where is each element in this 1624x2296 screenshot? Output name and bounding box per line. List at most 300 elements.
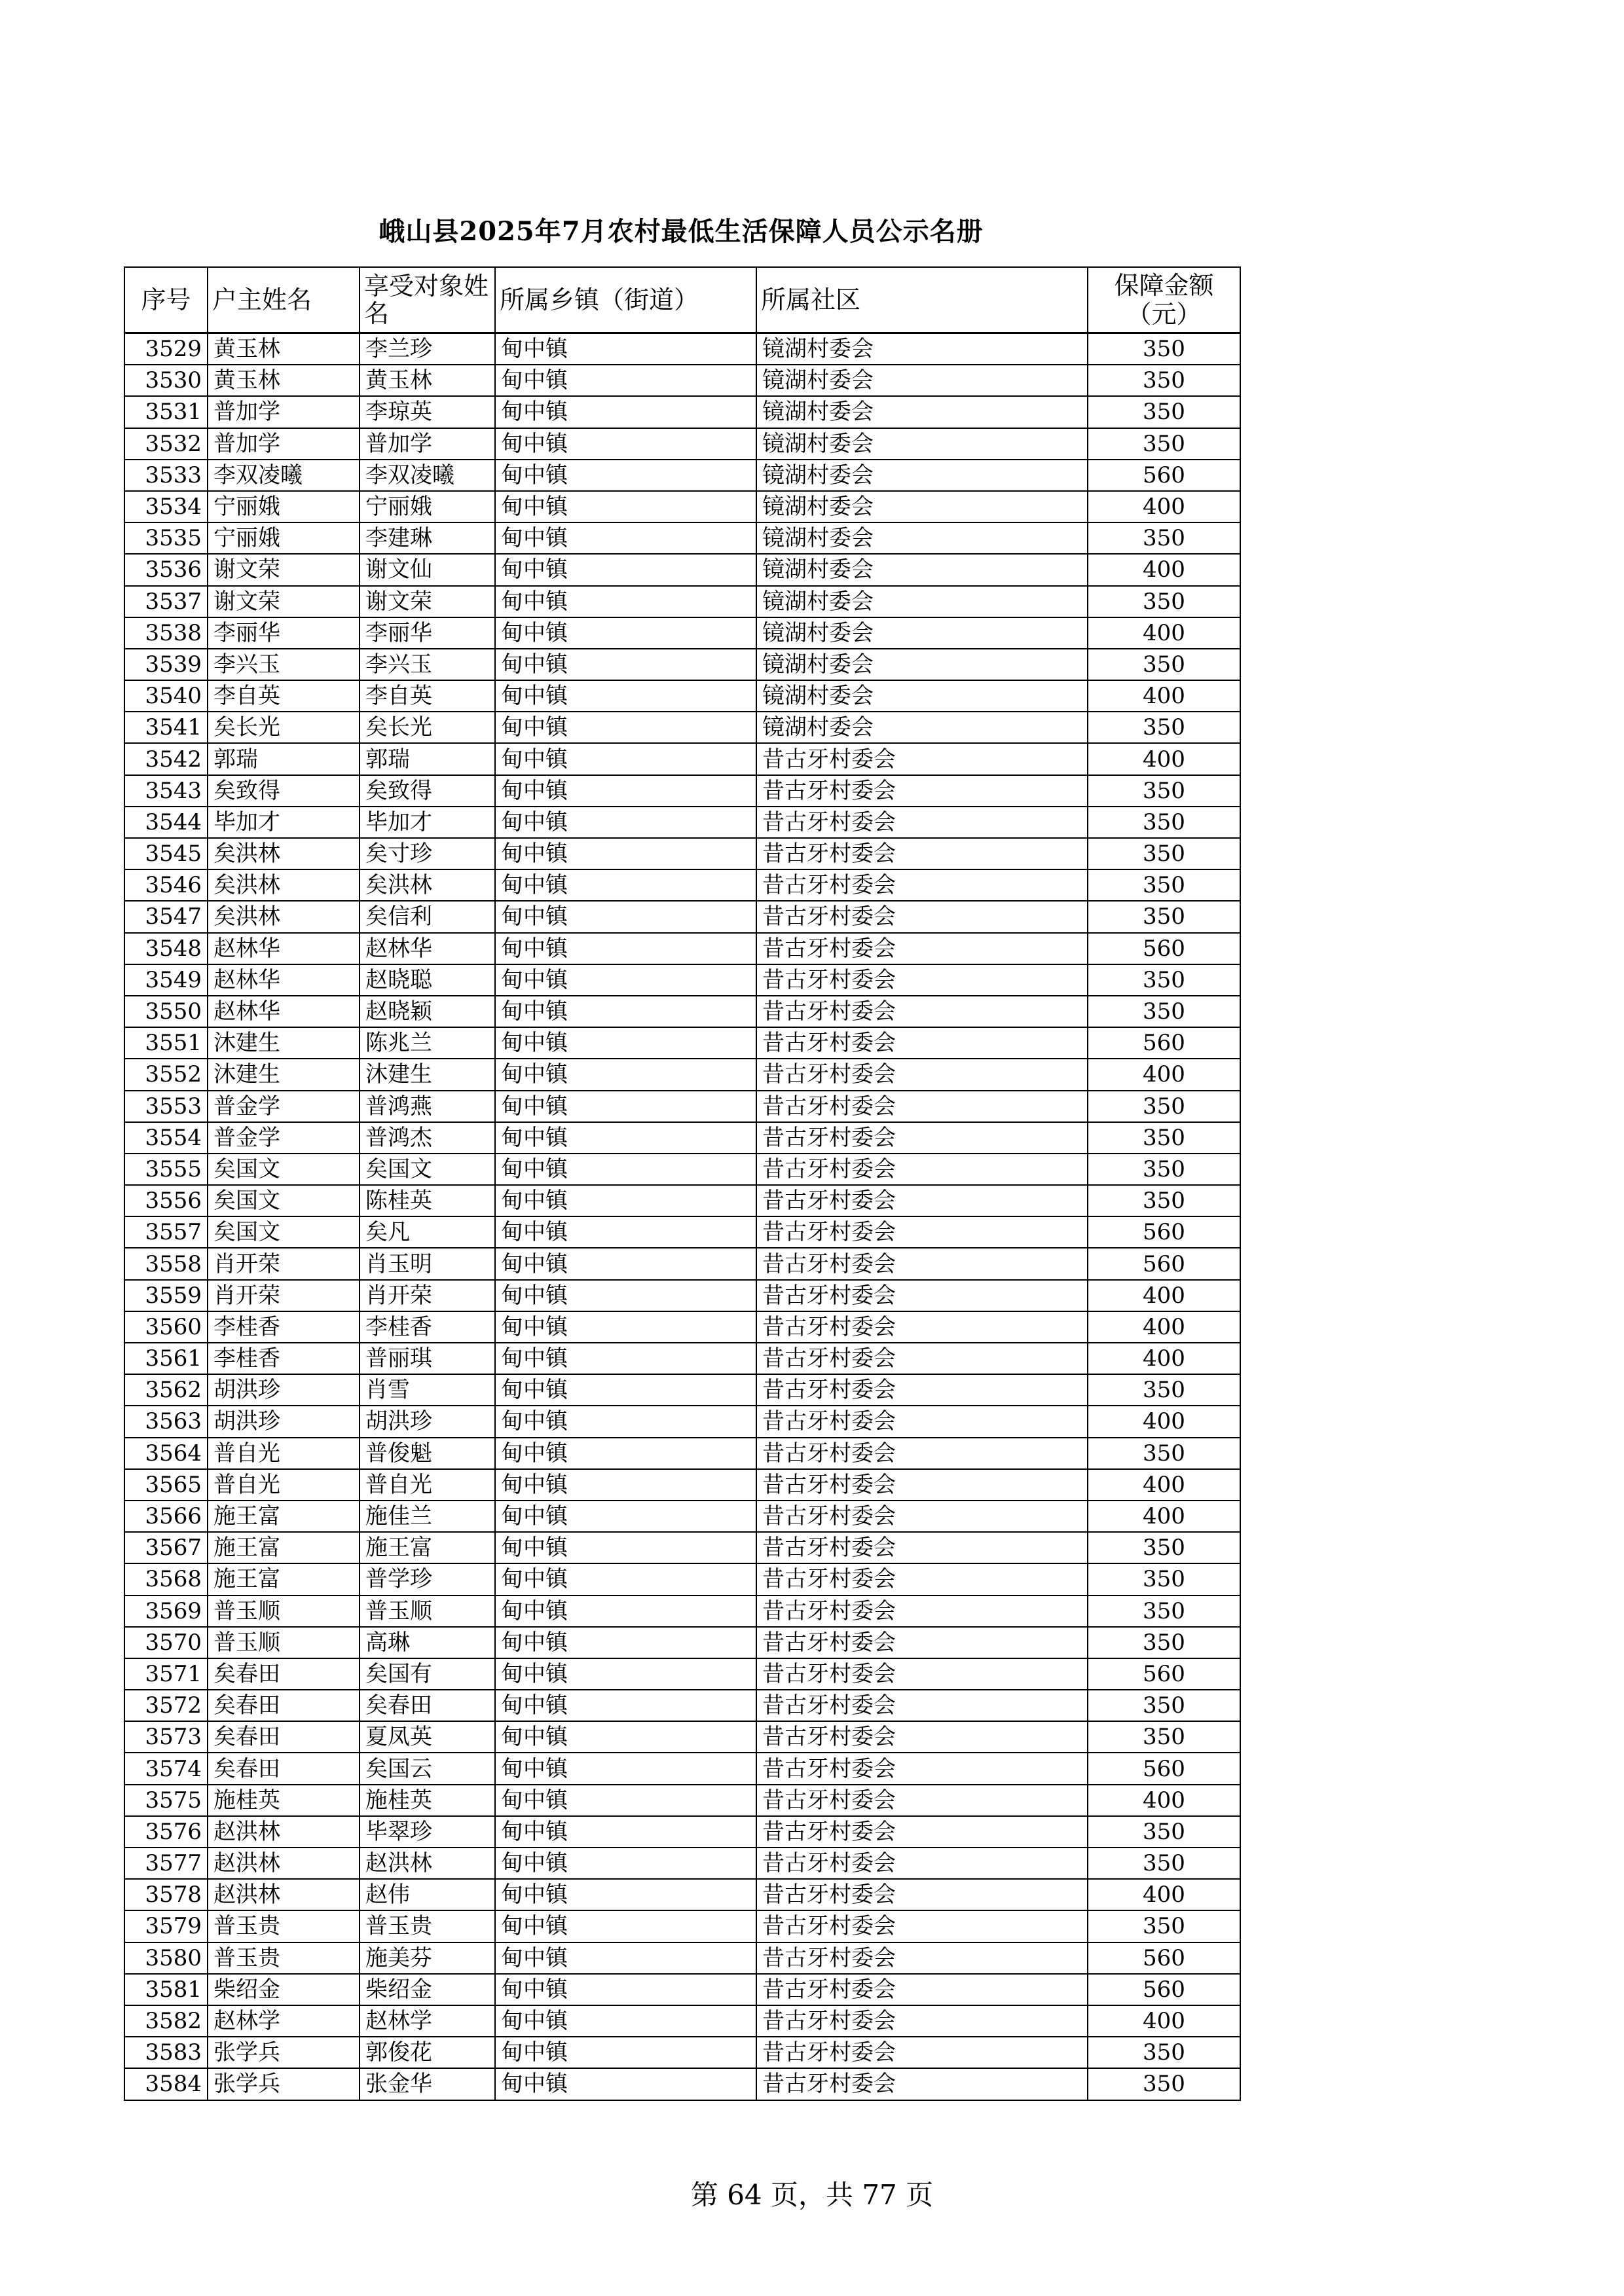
cell-town: 甸中镇	[495, 649, 756, 680]
cell-beneficiary: 普加学	[360, 428, 495, 460]
table-row	[124, 1816, 1240, 1848]
cell-no: 3554	[124, 1122, 208, 1154]
header-town: 所属乡镇（街道）	[495, 267, 756, 333]
table-row	[124, 933, 1240, 964]
table-row	[124, 1438, 1240, 1469]
cell-town: 甸中镇	[495, 1879, 756, 1910]
cell-no: 3550	[124, 996, 208, 1027]
cell-community: 昔古牙村委会	[756, 1690, 1088, 1721]
cell-household-head: 普自光	[208, 1469, 360, 1501]
cell-no: 3565	[124, 1469, 208, 1501]
cell-community: 昔古牙村委会	[756, 1027, 1088, 1059]
cell-amount: 350	[1088, 1816, 1240, 1848]
cell-community: 昔古牙村委会	[756, 1595, 1088, 1627]
cell-community: 昔古牙村委会	[756, 1501, 1088, 1532]
cell-household-head: 普玉贵	[208, 1942, 360, 1974]
cell-beneficiary: 胡洪珍	[360, 1406, 495, 1437]
cell-no: 3557	[124, 1216, 208, 1248]
table-row	[124, 554, 1240, 585]
cell-household-head: 施王富	[208, 1501, 360, 1532]
cell-town: 甸中镇	[495, 586, 756, 617]
cell-no: 3571	[124, 1658, 208, 1690]
cell-beneficiary: 高琳	[360, 1627, 495, 1658]
cell-no: 3540	[124, 680, 208, 712]
cell-household-head: 矣洪林	[208, 838, 360, 869]
table-row	[124, 1406, 1240, 1437]
cell-community: 镜湖村委会	[756, 680, 1088, 712]
table-row	[124, 460, 1240, 491]
cell-town: 甸中镇	[495, 491, 756, 522]
cell-community: 昔古牙村委会	[756, 1216, 1088, 1248]
cell-beneficiary: 陈兆兰	[360, 1027, 495, 1059]
cell-community: 昔古牙村委会	[756, 1374, 1088, 1406]
cell-town: 甸中镇	[495, 1469, 756, 1501]
cell-beneficiary: 矣信利	[360, 901, 495, 932]
cell-no: 3579	[124, 1910, 208, 1942]
cell-no: 3560	[124, 1311, 208, 1343]
cell-community: 昔古牙村委会	[756, 1532, 1088, 1563]
cell-household-head: 黄玉林	[208, 333, 360, 365]
cell-amount: 350	[1088, 333, 1240, 365]
cell-household-head: 沐建生	[208, 1027, 360, 1059]
table-row	[124, 1910, 1240, 1942]
cell-town: 甸中镇	[495, 1563, 756, 1595]
cell-amount: 400	[1088, 1311, 1240, 1343]
cell-town: 甸中镇	[495, 1974, 756, 2005]
cell-town: 甸中镇	[495, 933, 756, 964]
cell-community: 昔古牙村委会	[756, 1091, 1088, 1122]
cell-beneficiary: 李桂香	[360, 1311, 495, 1343]
cell-no: 3563	[124, 1406, 208, 1437]
cell-beneficiary: 矣洪林	[360, 869, 495, 901]
table-row	[124, 617, 1240, 649]
cell-amount: 560	[1088, 1027, 1240, 1059]
cell-community: 昔古牙村委会	[756, 869, 1088, 901]
cell-community: 镜湖村委会	[756, 396, 1088, 428]
cell-no: 3536	[124, 554, 208, 585]
cell-household-head: 张学兵	[208, 2068, 360, 2100]
cell-beneficiary: 郭俊花	[360, 2037, 495, 2068]
cell-community: 昔古牙村委会	[756, 838, 1088, 869]
cell-beneficiary: 普丽琪	[360, 1343, 495, 1374]
cell-beneficiary: 李兴玉	[360, 649, 495, 680]
cell-amount: 350	[1088, 901, 1240, 932]
cell-town: 甸中镇	[495, 1816, 756, 1848]
cell-household-head: 赵林华	[208, 933, 360, 964]
cell-amount: 350	[1088, 649, 1240, 680]
cell-town: 甸中镇	[495, 743, 756, 774]
cell-beneficiary: 沐建生	[360, 1059, 495, 1090]
cell-community: 镜湖村委会	[756, 365, 1088, 396]
cell-household-head: 普玉顺	[208, 1627, 360, 1658]
cell-town: 甸中镇	[495, 807, 756, 838]
cell-beneficiary: 赵林学	[360, 2005, 495, 2037]
table-row	[124, 869, 1240, 901]
table-header-row	[124, 267, 1240, 333]
cell-amount: 400	[1088, 1879, 1240, 1910]
cell-community: 镜湖村委会	[756, 460, 1088, 491]
cell-community: 昔古牙村委会	[756, 964, 1088, 996]
cell-household-head: 施王富	[208, 1563, 360, 1595]
cell-amount: 350	[1088, 1091, 1240, 1122]
cell-no: 3539	[124, 649, 208, 680]
cell-community: 昔古牙村委会	[756, 1627, 1088, 1658]
cell-town: 甸中镇	[495, 1406, 756, 1437]
cell-household-head: 普金学	[208, 1091, 360, 1122]
cell-amount: 400	[1088, 2005, 1240, 2037]
cell-no: 3581	[124, 1974, 208, 2005]
cell-town: 甸中镇	[495, 680, 756, 712]
cell-household-head: 普加学	[208, 396, 360, 428]
cell-beneficiary: 宁丽娥	[360, 491, 495, 522]
cell-community: 昔古牙村委会	[756, 1910, 1088, 1942]
cell-no: 3555	[124, 1154, 208, 1185]
cell-amount: 560	[1088, 1753, 1240, 1784]
cell-no: 3564	[124, 1438, 208, 1469]
cell-amount: 350	[1088, 996, 1240, 1027]
cell-amount: 400	[1088, 1059, 1240, 1090]
table-row	[124, 1785, 1240, 1816]
cell-town: 甸中镇	[495, 901, 756, 932]
cell-amount: 350	[1088, 396, 1240, 428]
cell-household-head: 肖开荣	[208, 1280, 360, 1311]
cell-amount: 560	[1088, 933, 1240, 964]
cell-community: 昔古牙村委会	[756, 1879, 1088, 1910]
cell-no: 3537	[124, 586, 208, 617]
cell-beneficiary: 李建琳	[360, 522, 495, 554]
cell-community: 昔古牙村委会	[756, 1438, 1088, 1469]
cell-town: 甸中镇	[495, 1343, 756, 1374]
cell-no: 3543	[124, 775, 208, 807]
cell-community: 镜湖村委会	[756, 586, 1088, 617]
cell-town: 甸中镇	[495, 1154, 756, 1185]
cell-community: 昔古牙村委会	[756, 1185, 1088, 1216]
cell-no: 3566	[124, 1501, 208, 1532]
cell-amount: 350	[1088, 1154, 1240, 1185]
cell-beneficiary: 普学珍	[360, 1563, 495, 1595]
cell-household-head: 普玉顺	[208, 1595, 360, 1627]
cell-beneficiary: 毕加才	[360, 807, 495, 838]
cell-community: 昔古牙村委会	[756, 1816, 1088, 1848]
table-row	[124, 1091, 1240, 1122]
cell-community: 昔古牙村委会	[756, 1059, 1088, 1090]
cell-household-head: 毕加才	[208, 807, 360, 838]
cell-beneficiary: 施佳兰	[360, 1501, 495, 1532]
cell-household-head: 普金学	[208, 1122, 360, 1154]
cell-household-head: 普自光	[208, 1438, 360, 1469]
cell-no: 3569	[124, 1595, 208, 1627]
cell-town: 甸中镇	[495, 2068, 756, 2100]
cell-town: 甸中镇	[495, 1785, 756, 1816]
cell-community: 镜湖村委会	[756, 522, 1088, 554]
cell-no: 3541	[124, 712, 208, 743]
table-row	[124, 807, 1240, 838]
cell-town: 甸中镇	[495, 1185, 756, 1216]
cell-beneficiary: 普鸿杰	[360, 1122, 495, 1154]
cell-beneficiary: 柴绍金	[360, 1974, 495, 2005]
cell-no: 3567	[124, 1532, 208, 1563]
cell-community: 镜湖村委会	[756, 712, 1088, 743]
cell-community: 昔古牙村委会	[756, 1658, 1088, 1690]
cell-household-head: 张学兵	[208, 2037, 360, 2068]
table-row	[124, 1122, 1240, 1154]
table-row	[124, 1154, 1240, 1185]
cell-amount: 350	[1088, 2068, 1240, 2100]
cell-amount: 350	[1088, 1532, 1240, 1563]
table-row	[124, 333, 1240, 365]
cell-town: 甸中镇	[495, 460, 756, 491]
cell-town: 甸中镇	[495, 1753, 756, 1784]
cell-no: 3580	[124, 1942, 208, 1974]
cell-town: 甸中镇	[495, 2037, 756, 2068]
cell-household-head: 矣国文	[208, 1154, 360, 1185]
cell-no: 3573	[124, 1721, 208, 1753]
cell-amount: 350	[1088, 428, 1240, 460]
header-community: 所属社区	[756, 267, 1088, 333]
table-row	[124, 1942, 1240, 1974]
cell-town: 甸中镇	[495, 1374, 756, 1406]
cell-town: 甸中镇	[495, 365, 756, 396]
cell-town: 甸中镇	[495, 1627, 756, 1658]
table-row	[124, 838, 1240, 869]
cell-beneficiary: 谢文荣	[360, 586, 495, 617]
cell-amount: 350	[1088, 838, 1240, 869]
cell-no: 3576	[124, 1816, 208, 1848]
cell-no: 3549	[124, 964, 208, 996]
cell-community: 镜湖村委会	[756, 333, 1088, 365]
cell-no: 3542	[124, 743, 208, 774]
cell-amount: 400	[1088, 554, 1240, 585]
cell-amount: 350	[1088, 775, 1240, 807]
cell-household-head: 谢文荣	[208, 586, 360, 617]
cell-no: 3551	[124, 1027, 208, 1059]
cell-no: 3568	[124, 1563, 208, 1595]
cell-beneficiary: 普玉贵	[360, 1910, 495, 1942]
table-row	[124, 901, 1240, 932]
cell-household-head: 赵洪林	[208, 1816, 360, 1848]
cell-no: 3532	[124, 428, 208, 460]
cell-household-head: 宁丽娥	[208, 522, 360, 554]
header-amount: 保障金额（元）	[1088, 267, 1240, 333]
table-row	[124, 996, 1240, 1027]
cell-household-head: 普加学	[208, 428, 360, 460]
cell-household-head: 李丽华	[208, 617, 360, 649]
cell-no: 3575	[124, 1785, 208, 1816]
cell-no: 3562	[124, 1374, 208, 1406]
cell-beneficiary: 矣长光	[360, 712, 495, 743]
cell-amount: 350	[1088, 586, 1240, 617]
cell-no: 3553	[124, 1091, 208, 1122]
table-row	[124, 1059, 1240, 1090]
cell-no: 3529	[124, 333, 208, 365]
table-row	[124, 1974, 1240, 2005]
cell-amount: 350	[1088, 1563, 1240, 1595]
cell-no: 3574	[124, 1753, 208, 1784]
cell-beneficiary: 李兰珍	[360, 333, 495, 365]
table-row	[124, 1027, 1240, 1059]
cell-household-head: 矣洪林	[208, 901, 360, 932]
cell-community: 昔古牙村委会	[756, 807, 1088, 838]
cell-town: 甸中镇	[495, 1280, 756, 1311]
cell-no: 3583	[124, 2037, 208, 2068]
cell-community: 镜湖村委会	[756, 491, 1088, 522]
cell-amount: 350	[1088, 1721, 1240, 1753]
cell-household-head: 施桂英	[208, 1785, 360, 1816]
header-beneficiary: 享受对象姓名	[360, 267, 495, 333]
table-body	[124, 333, 1240, 2100]
cell-amount: 350	[1088, 712, 1240, 743]
cell-amount: 560	[1088, 460, 1240, 491]
cell-no: 3530	[124, 365, 208, 396]
table-row	[124, 365, 1240, 396]
table-row	[124, 1185, 1240, 1216]
cell-household-head: 柴绍金	[208, 1974, 360, 2005]
cell-household-head: 胡洪珍	[208, 1374, 360, 1406]
cell-no: 3561	[124, 1343, 208, 1374]
cell-beneficiary: 毕翠珍	[360, 1816, 495, 1848]
cell-amount: 400	[1088, 1469, 1240, 1501]
table-row	[124, 396, 1240, 428]
page-footer: 第 64 页，共 77 页	[690, 2179, 934, 2211]
cell-household-head: 矣春田	[208, 1690, 360, 1721]
cell-community: 昔古牙村委会	[756, 1469, 1088, 1501]
cell-town: 甸中镇	[495, 712, 756, 743]
table-row	[124, 428, 1240, 460]
cell-no: 3534	[124, 491, 208, 522]
cell-household-head: 矣春田	[208, 1753, 360, 1784]
cell-beneficiary: 张金华	[360, 2068, 495, 2100]
cell-town: 甸中镇	[495, 554, 756, 585]
table-row	[124, 1879, 1240, 1910]
table-row	[124, 1469, 1240, 1501]
cell-household-head: 矣春田	[208, 1658, 360, 1690]
cell-amount: 350	[1088, 1910, 1240, 1942]
table-row	[124, 1848, 1240, 1879]
cell-amount: 350	[1088, 1438, 1240, 1469]
cell-community: 昔古牙村委会	[756, 1343, 1088, 1374]
cell-amount: 400	[1088, 617, 1240, 649]
cell-household-head: 谢文荣	[208, 554, 360, 585]
cell-community: 昔古牙村委会	[756, 1154, 1088, 1185]
cell-amount: 350	[1088, 1627, 1240, 1658]
cell-beneficiary: 肖雪	[360, 1374, 495, 1406]
cell-amount: 560	[1088, 1942, 1240, 1974]
table-row	[124, 964, 1240, 996]
cell-beneficiary: 普玉顺	[360, 1595, 495, 1627]
table-row	[124, 712, 1240, 743]
cell-beneficiary: 矣致得	[360, 775, 495, 807]
cell-amount: 560	[1088, 1658, 1240, 1690]
cell-town: 甸中镇	[495, 869, 756, 901]
cell-town: 甸中镇	[495, 522, 756, 554]
cell-amount: 350	[1088, 522, 1240, 554]
cell-beneficiary: 李琼英	[360, 396, 495, 428]
cell-community: 昔古牙村委会	[756, 996, 1088, 1027]
cell-beneficiary: 矣寸珍	[360, 838, 495, 869]
cell-no: 3552	[124, 1059, 208, 1090]
cell-amount: 350	[1088, 365, 1240, 396]
cell-no: 3558	[124, 1248, 208, 1279]
cell-community: 镜湖村委会	[756, 554, 1088, 585]
cell-community: 昔古牙村委会	[756, 1406, 1088, 1437]
cell-household-head: 郭瑞	[208, 743, 360, 774]
table-row	[124, 2068, 1240, 2100]
cell-household-head: 沐建生	[208, 1059, 360, 1090]
cell-beneficiary: 李双凌曦	[360, 460, 495, 491]
cell-town: 甸中镇	[495, 333, 756, 365]
cell-town: 甸中镇	[495, 1248, 756, 1279]
cell-beneficiary: 普鸿燕	[360, 1091, 495, 1122]
cell-beneficiary: 矣国文	[360, 1154, 495, 1185]
cell-no: 3531	[124, 396, 208, 428]
cell-household-head: 矣春田	[208, 1721, 360, 1753]
cell-amount: 560	[1088, 1248, 1240, 1279]
cell-town: 甸中镇	[495, 996, 756, 1027]
table-row	[124, 2037, 1240, 2068]
cell-community: 昔古牙村委会	[756, 1311, 1088, 1343]
cell-beneficiary: 黄玉林	[360, 365, 495, 396]
cell-community: 昔古牙村委会	[756, 1563, 1088, 1595]
cell-beneficiary: 赵洪林	[360, 1848, 495, 1879]
cell-no: 3533	[124, 460, 208, 491]
cell-beneficiary: 矣春田	[360, 1690, 495, 1721]
cell-amount: 400	[1088, 1785, 1240, 1816]
table-row	[124, 743, 1240, 774]
cell-town: 甸中镇	[495, 1658, 756, 1690]
cell-town: 甸中镇	[495, 1027, 756, 1059]
cell-community: 昔古牙村委会	[756, 2037, 1088, 2068]
cell-town: 甸中镇	[495, 1091, 756, 1122]
cell-town: 甸中镇	[495, 428, 756, 460]
cell-household-head: 赵林华	[208, 964, 360, 996]
cell-beneficiary: 矣凡	[360, 1216, 495, 1248]
cell-community: 昔古牙村委会	[756, 1280, 1088, 1311]
table-row	[124, 1311, 1240, 1343]
cell-amount: 350	[1088, 1690, 1240, 1721]
cell-town: 甸中镇	[495, 1501, 756, 1532]
cell-household-head: 普玉贵	[208, 1910, 360, 1942]
cell-community: 昔古牙村委会	[756, 1753, 1088, 1784]
cell-community: 昔古牙村委会	[756, 1848, 1088, 1879]
cell-household-head: 李双凌曦	[208, 460, 360, 491]
cell-beneficiary: 肖开荣	[360, 1280, 495, 1311]
cell-amount: 350	[1088, 869, 1240, 901]
cell-household-head: 黄玉林	[208, 365, 360, 396]
cell-amount: 400	[1088, 491, 1240, 522]
cell-no: 3570	[124, 1627, 208, 1658]
cell-town: 甸中镇	[495, 1216, 756, 1248]
cell-no: 3578	[124, 1879, 208, 1910]
cell-household-head: 矣致得	[208, 775, 360, 807]
table-row	[124, 775, 1240, 807]
cell-town: 甸中镇	[495, 2005, 756, 2037]
cell-household-head: 矣国文	[208, 1185, 360, 1216]
cell-amount: 350	[1088, 807, 1240, 838]
cell-no: 3535	[124, 522, 208, 554]
cell-no: 3584	[124, 2068, 208, 2100]
table-row	[124, 1627, 1240, 1658]
cell-no: 3547	[124, 901, 208, 932]
cell-town: 甸中镇	[495, 838, 756, 869]
cell-household-head: 赵林华	[208, 996, 360, 1027]
cell-town: 甸中镇	[495, 775, 756, 807]
cell-beneficiary: 谢文仙	[360, 554, 495, 585]
cell-no: 3546	[124, 869, 208, 901]
cell-beneficiary: 矣国云	[360, 1753, 495, 1784]
cell-amount: 350	[1088, 1374, 1240, 1406]
cell-amount: 350	[1088, 2037, 1240, 2068]
cell-no: 3559	[124, 1280, 208, 1311]
